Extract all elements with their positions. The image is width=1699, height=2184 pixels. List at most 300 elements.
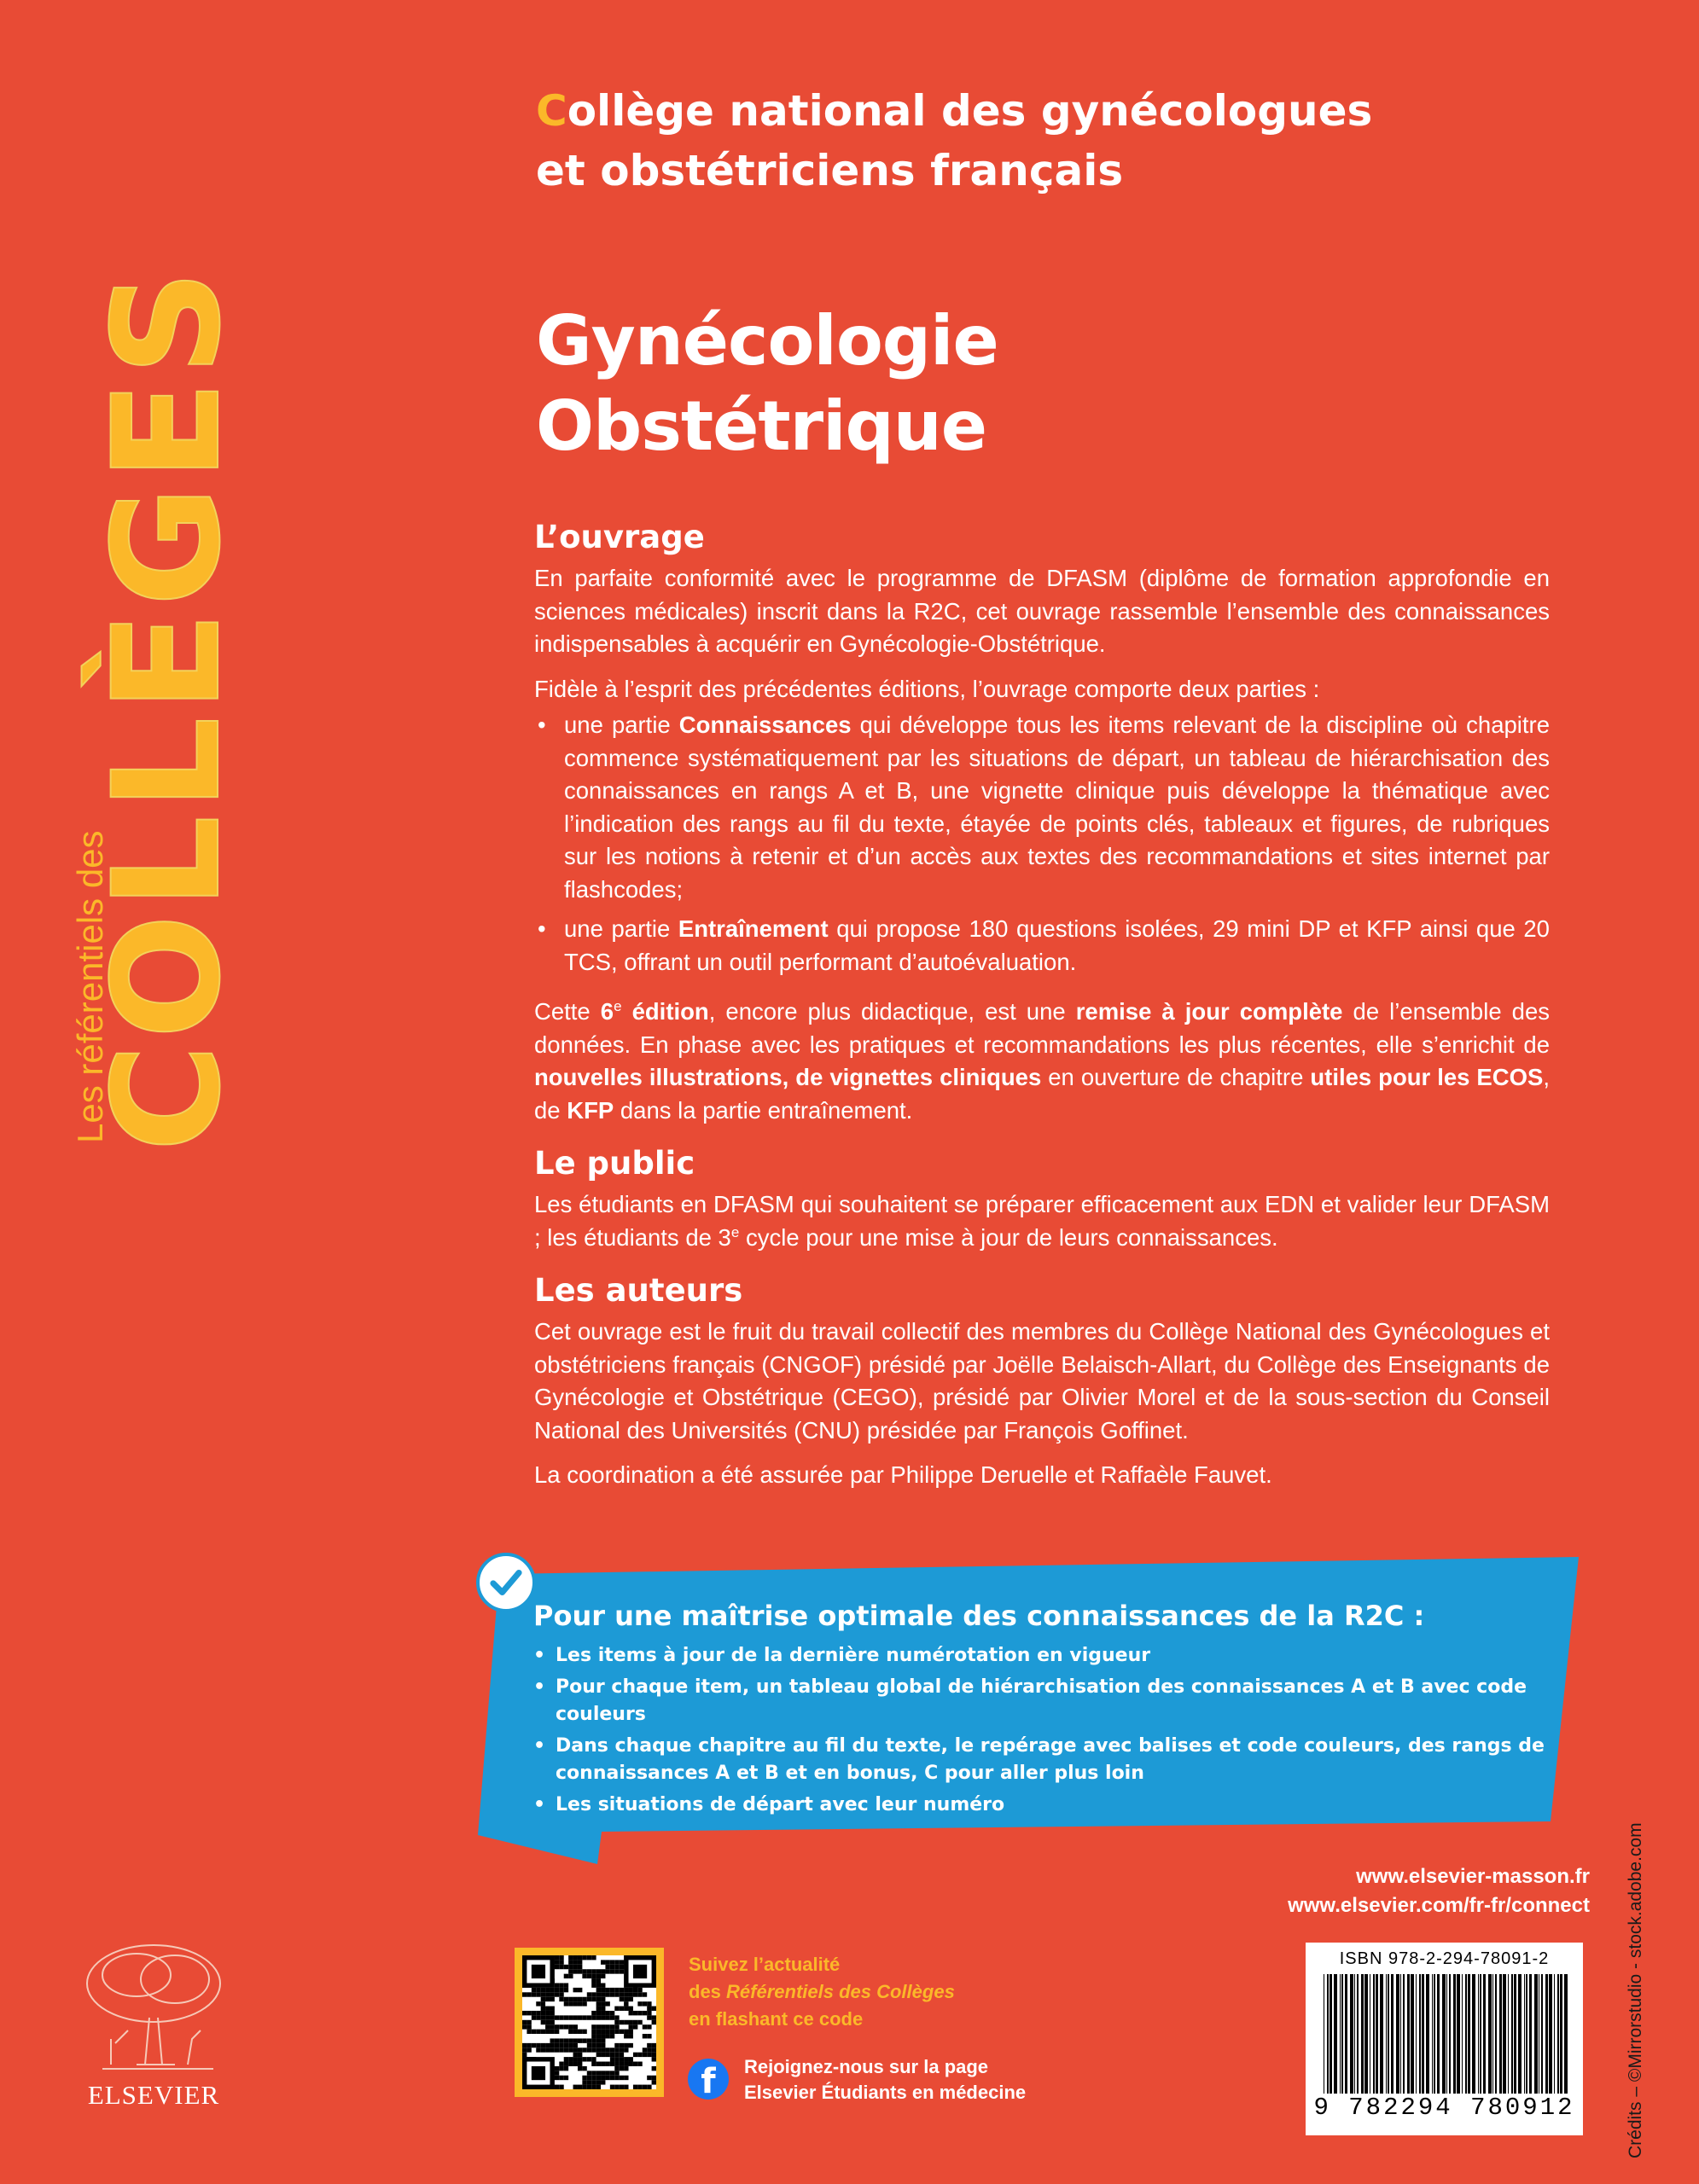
qr-module — [610, 2057, 614, 2061]
follow-line2 — [689, 1978, 955, 2006]
qr-module — [545, 2024, 550, 2029]
qr-module — [647, 2001, 651, 2006]
qr-module — [591, 2048, 596, 2052]
list-item: • Dans chaque chapitre au fil du texte, le repérage avec balises et code couleurs, des rangs de connaissances A et B et en bonus, C pour aller plus loin — [533, 1733, 1557, 1787]
qr-module — [596, 1988, 601, 1992]
qr-finder — [532, 2066, 545, 2080]
barcode-bar — [1468, 1974, 1470, 2094]
qr-module — [633, 2020, 637, 2024]
qr-module — [587, 2015, 591, 2019]
barcode-bar — [1407, 1974, 1410, 2094]
r2c-banner — [474, 1557, 1583, 1826]
qr-module — [573, 2062, 578, 2066]
qr-module — [591, 1997, 596, 2001]
qr-module — [605, 1988, 609, 1992]
barcode-bar — [1437, 1974, 1440, 2094]
qr-module — [614, 2048, 619, 2052]
qr-module — [573, 1955, 578, 1960]
qr-module — [522, 2020, 527, 2024]
qr-module — [596, 1978, 601, 1983]
qr-module — [555, 1983, 559, 1987]
qr-module — [620, 1992, 624, 1996]
qr-module — [578, 2038, 582, 2042]
qr-module — [596, 2062, 601, 2066]
qr-module — [568, 2043, 573, 2048]
qr-module — [536, 2011, 540, 2015]
text: , encore plus didactique, est une — [708, 998, 1076, 1025]
qr-module — [532, 1992, 536, 1996]
qr-module — [559, 1955, 563, 1960]
qr-module — [559, 2038, 563, 2042]
qr-module — [601, 2048, 605, 2052]
barcode-bar — [1386, 1974, 1387, 2094]
qr-module — [614, 2071, 619, 2075]
qr-module — [605, 1960, 609, 1964]
qr-module — [582, 2001, 586, 2006]
qr-module — [550, 2048, 554, 2052]
qr-module — [550, 1992, 554, 1996]
title-line1: Gynécologie — [536, 301, 998, 380]
qr-module — [637, 2020, 642, 2024]
header-initial: C — [536, 86, 567, 136]
qr-module — [614, 2053, 619, 2057]
barcode-bar — [1434, 1974, 1435, 2094]
qr-module — [559, 2062, 563, 2066]
qr-module — [596, 2030, 601, 2034]
barcode-bar — [1422, 1974, 1424, 2094]
qr-module — [541, 2015, 545, 2019]
qr-module — [596, 2015, 601, 2019]
qr-module — [637, 2062, 642, 2066]
barcode-bar — [1492, 1974, 1493, 2094]
qr-module — [564, 1983, 568, 1987]
qr-module — [647, 2007, 651, 2011]
barcode-bar — [1462, 1974, 1463, 2094]
qr-module — [541, 1997, 545, 2001]
qr-module — [601, 2007, 605, 2011]
qr-module — [601, 1997, 605, 2001]
isbn-digits: 9 782294 780912 — [1313, 2094, 1575, 2122]
barcode-bar — [1557, 1974, 1559, 2094]
qr-module — [568, 2038, 573, 2042]
qr-module — [610, 2053, 614, 2057]
qr-module — [559, 1997, 563, 2001]
barcode-bar — [1449, 1974, 1451, 2094]
barcode-bar — [1330, 1974, 1332, 2094]
qr-module — [620, 2007, 624, 2011]
qr-module — [637, 2001, 642, 2006]
qr-module — [582, 1969, 586, 1973]
facebook-line2: Elsevier Étudiants en médecine — [744, 2082, 1027, 2103]
barcode-bar — [1361, 1974, 1364, 2094]
qr-module — [587, 1969, 591, 1973]
qr-module — [591, 1955, 596, 1960]
qr-module — [620, 2043, 624, 2048]
text-bold: remise à jour complète — [1075, 998, 1343, 1025]
qr-module — [605, 1965, 609, 1969]
url-elsevier-connect[interactable]: www.elsevier.com/fr-fr/connect — [1288, 1894, 1590, 1917]
qr-module — [596, 1974, 601, 1978]
qr-module — [596, 2038, 601, 2042]
qr-module — [596, 2024, 601, 2029]
qr-module — [541, 1992, 545, 1996]
item-bold: Entraînement — [678, 915, 829, 942]
qr-module — [637, 2011, 642, 2015]
qr-module — [564, 2038, 568, 2042]
qr-module — [573, 1965, 578, 1969]
barcode-graphic — [1318, 1974, 1570, 2094]
qr-module — [610, 2030, 614, 2034]
qr-module — [587, 2043, 591, 2048]
qr-module — [582, 2076, 586, 2080]
qr-module — [620, 2066, 624, 2071]
qr-finder — [633, 1965, 647, 1978]
qr-module — [573, 1997, 578, 2001]
qr-module — [596, 2011, 601, 2015]
header-line1: ollège national des gynécologues — [567, 86, 1373, 136]
barcode-bar — [1403, 1974, 1405, 2094]
qr-module — [605, 2062, 609, 2066]
qr-module — [532, 2011, 536, 2015]
banner-title: Pour une maîtrise optimale des connaissances de la R2C : — [533, 1600, 1425, 1632]
superscript: e — [730, 1223, 740, 1240]
qr-module — [591, 2038, 596, 2042]
qr-module — [620, 1969, 624, 1973]
barcode-bar — [1327, 1974, 1329, 2094]
qr-module — [596, 1969, 601, 1973]
barcode-bar — [1483, 1974, 1486, 2094]
qr-module — [564, 2024, 568, 2029]
qr-module — [624, 2007, 628, 2011]
qr-module — [555, 2048, 559, 2052]
list-item — [534, 709, 1550, 906]
qr-module — [614, 2076, 619, 2080]
qr-module — [591, 2085, 596, 2089]
barcode-bar — [1511, 1974, 1513, 2094]
qr-module — [610, 1969, 614, 1973]
qr-module — [578, 1955, 582, 1960]
qr-module — [591, 2034, 596, 2038]
text: en ouverture de chapitre — [1041, 1064, 1311, 1090]
qr-module — [637, 1988, 642, 1992]
public-heading: Le public — [534, 1145, 695, 1182]
ouvrage-parts-list — [534, 709, 1550, 979]
qr-module — [555, 2043, 559, 2048]
text: cycle pour une mise à jour de leurs connaissances. — [739, 1223, 1278, 1251]
qr-module — [559, 2066, 563, 2071]
qr-module — [605, 2030, 609, 2034]
barcode-bar — [1554, 1974, 1555, 2094]
qr-module — [568, 1997, 573, 2001]
facebook-icon[interactable]: f — [688, 2059, 729, 2100]
qr-module — [624, 2020, 628, 2024]
qr-module — [601, 1983, 605, 1987]
text-bold: édition — [621, 998, 709, 1025]
qr-module — [522, 2011, 527, 2015]
qr-module — [614, 2024, 619, 2029]
qr-module — [601, 2053, 605, 2057]
qr-module — [564, 1988, 568, 1992]
qr-module — [582, 2048, 586, 2052]
qr-module — [541, 2020, 545, 2024]
barcode-bar — [1373, 1974, 1375, 2094]
text: des — [689, 1981, 727, 2002]
item-text: qui développe tous les items relevant de la discipline où chapitre commence systématiquement par les situations de départ, un tableau de hiérarchisation des connaissances en rangs A et B, une vignette clinique puis développe la thématique avec l’indication des rangs au fil du texte, étayée de points clés, tableaux et figures, de rubriques sur les notions à retenir et d’un accès aux textes des recommandations et sites internet par flashcodes; — [564, 712, 1550, 903]
barcode-bar — [1495, 1974, 1497, 2094]
barcode-bar — [1388, 1974, 1389, 2094]
qr-module — [605, 2076, 609, 2080]
qr-module — [582, 2038, 586, 2042]
qr-module — [633, 2085, 637, 2089]
qr-module — [545, 1988, 550, 1992]
spine-logo-graphic — [68, 85, 230, 1177]
qr-module — [550, 2024, 554, 2029]
follow-line3: en flashant ce code — [689, 2008, 864, 2030]
qr-module — [564, 1965, 568, 1969]
qr-module — [620, 1997, 624, 2001]
qr-module — [582, 2015, 586, 2019]
qr-module — [536, 2048, 540, 2052]
qr-module — [596, 2080, 601, 2084]
qr-module — [601, 2001, 605, 2006]
qr-module — [559, 1965, 563, 1969]
qr-module — [605, 2048, 609, 2052]
qr-module — [541, 2030, 545, 2034]
qr-module — [568, 2048, 573, 2052]
qr-module — [605, 2034, 609, 2038]
qr-module — [568, 1955, 573, 1960]
qr-module — [605, 2001, 609, 2006]
qr-module — [643, 2024, 647, 2029]
barcode-bar — [1432, 1974, 1433, 2094]
qr-module — [555, 2038, 559, 2042]
qr-module — [610, 2034, 614, 2038]
qr-module — [559, 2085, 563, 2089]
barcode-bar — [1560, 1974, 1562, 2094]
qr-module — [550, 2038, 554, 2042]
barcode-bar — [1549, 1974, 1552, 2094]
photo-credits: Crédits – ©Mirrorstudio - stock.adobe.com — [1626, 1822, 1645, 2158]
follow-text — [689, 1951, 955, 2033]
ouvrage-paragraph-1: En parfaite conformité avec le programme de DFASM (diplôme de formation approfondie en sciences médicales) inscrit dans la R2C, cet ouvrage rassemble l’ensemble des connaissances indispensables à acquérir en Gynécologie-Obstétrique. — [534, 565, 1550, 657]
qr-module — [620, 2057, 624, 2061]
qr-module — [601, 1969, 605, 1973]
barcode-bar — [1416, 1974, 1417, 2094]
qr-module — [624, 1992, 628, 1996]
qr-module — [629, 2011, 633, 2015]
qr-module — [601, 2062, 605, 2066]
qr-module — [564, 1974, 568, 1978]
qr-module — [582, 2066, 586, 2071]
qr-module — [573, 1960, 578, 1964]
barcode-bar — [1499, 1974, 1502, 2094]
qr-module — [559, 2015, 563, 2019]
ouvrage-heading: L’ouvrage — [534, 519, 705, 555]
qr-module — [596, 2034, 601, 2038]
qr-module — [550, 2043, 554, 2048]
text-bold: utiles pour les ECOS — [1310, 1064, 1544, 1090]
qr-module — [587, 2080, 591, 2084]
qr-module — [596, 2001, 601, 2006]
ouvrage-paragraph-2: Fidèle à l’esprit des précédentes éditions, l’ouvrage comporte deux parties : — [534, 675, 1320, 702]
barcode-bar — [1396, 1974, 1399, 2094]
qr-module — [601, 1974, 605, 1978]
qr-module — [647, 2024, 651, 2029]
qr-module — [555, 2085, 559, 2089]
qr-module — [652, 2066, 656, 2071]
qr-module — [596, 2085, 601, 2089]
qr-module — [605, 1992, 609, 1996]
qr-module — [564, 2076, 568, 2080]
public-paragraph — [534, 1188, 1550, 1254]
qr-module — [652, 2015, 656, 2019]
qr-module — [591, 1969, 596, 1973]
qr-module — [541, 2011, 545, 2015]
qr-module — [578, 2015, 582, 2019]
qr-module — [568, 2030, 573, 2034]
barcode-bar — [1564, 1974, 1568, 2094]
qr-module — [541, 2001, 545, 2006]
qr-module — [527, 2030, 531, 2034]
qr-module — [587, 2071, 591, 2075]
qr-module — [573, 2085, 578, 2089]
banner-list — [533, 1642, 1557, 1819]
isbn-label: ISBN 978-2-294-78091-2 — [1339, 1949, 1550, 1968]
qr-module — [591, 2030, 596, 2034]
barcode-bar — [1457, 1974, 1460, 2094]
qr-module — [522, 2048, 527, 2052]
tree-icon — [77, 1937, 230, 2077]
qr-module — [610, 2071, 614, 2075]
qr-module — [624, 2085, 628, 2089]
qr-module — [624, 2057, 628, 2061]
qr-module — [559, 1960, 563, 1964]
qr-module — [564, 2062, 568, 2066]
qr-module — [629, 1997, 633, 2001]
qr-module — [550, 1988, 554, 1992]
qr-module — [647, 2034, 651, 2038]
barcode-bar — [1541, 1974, 1543, 2094]
barcode-bar — [1453, 1974, 1456, 2094]
qr-module — [614, 2085, 619, 2089]
qr-module — [614, 1988, 619, 1992]
qr-module — [568, 2024, 573, 2029]
qr-module — [624, 1988, 628, 1992]
qr-module — [605, 2024, 609, 2029]
barcode-bar — [1345, 1974, 1347, 2094]
qr-module — [633, 2024, 637, 2029]
text: dans la partie entraînement. — [614, 1096, 913, 1124]
title-line2: Obstétrique — [536, 386, 986, 466]
qr-module — [620, 2020, 624, 2024]
barcode-bar — [1376, 1974, 1378, 2094]
qr-module — [522, 2043, 527, 2048]
qr-module — [633, 2011, 637, 2015]
list-item: • Pour chaque item, un tableau global de hiérarchisation des connaissances A et B avec code couleurs — [533, 1674, 1557, 1728]
qr-module — [527, 2024, 531, 2029]
barcode-bar — [1364, 1974, 1368, 2094]
qr-module — [596, 2007, 601, 2011]
qr-module — [652, 2080, 656, 2084]
qr-finder — [532, 1965, 545, 1978]
qr-module — [633, 1988, 637, 1992]
qr-module — [555, 1992, 559, 1996]
qr-module — [545, 1992, 550, 1996]
qr-module — [582, 2057, 586, 2061]
spine-series-text: Les référentiels des — [70, 830, 110, 1143]
text-bold: 6 — [600, 998, 614, 1025]
barcode-bar — [1391, 1974, 1394, 2094]
barcode-bar — [1340, 1974, 1341, 2094]
qr-module — [647, 2053, 651, 2057]
qr-module — [587, 2057, 591, 2061]
qr-module — [578, 2066, 582, 2071]
qr-module — [652, 2057, 656, 2061]
qr-module — [610, 2076, 614, 2080]
url-elsevier-masson[interactable]: www.elsevier-masson.fr — [1356, 1865, 1590, 1888]
qr-module — [545, 2015, 550, 2019]
qr-module — [643, 2053, 647, 2057]
qr-code[interactable] — [515, 1948, 664, 2097]
facebook-line1: Rejoignez-nous sur la page — [744, 2056, 989, 2077]
barcode-bar — [1526, 1974, 1527, 2094]
qr-module — [532, 1988, 536, 1992]
qr-module — [573, 2024, 578, 2029]
qr-module — [541, 2007, 545, 2011]
qr-module — [582, 2085, 586, 2089]
qr-module — [629, 2024, 633, 2029]
qr-module — [614, 2043, 619, 2048]
qr-module — [573, 2001, 578, 2006]
qr-module — [522, 2053, 527, 2057]
qr-module — [614, 2020, 619, 2024]
book-title — [536, 299, 998, 469]
qr-module — [555, 2076, 559, 2080]
qr-module — [633, 2062, 637, 2066]
qr-module — [605, 1969, 609, 1973]
barcode-bar — [1529, 1974, 1532, 2094]
barcode-bar — [1341, 1974, 1343, 2094]
qr-module — [587, 2085, 591, 2089]
item-text: une partie — [564, 915, 678, 942]
qr-module — [643, 1992, 647, 1996]
qr-module — [610, 2062, 614, 2066]
qr-module — [564, 2057, 568, 2061]
qr-module — [550, 2011, 554, 2015]
barcode-bar — [1508, 1974, 1509, 2094]
barcode-bar — [1419, 1974, 1421, 2094]
qr-module — [555, 1988, 559, 1992]
qr-module — [568, 2015, 573, 2019]
qr-module — [652, 2048, 656, 2052]
qr-module — [568, 1974, 573, 1978]
qr-module — [605, 2015, 609, 2019]
qr-module — [605, 2053, 609, 2057]
qr-module — [582, 1974, 586, 1978]
qr-module — [629, 2034, 633, 2038]
qr-module — [647, 2043, 651, 2048]
text: de l’ensemble des données. En phase avec les pratiques et recommandations les plus récentes, elle s’enrichit de — [534, 998, 1550, 1058]
qr-module — [536, 1992, 540, 1996]
qr-module — [596, 2076, 601, 2080]
qr-module — [568, 1965, 573, 1969]
qr-module — [550, 2007, 554, 2011]
qr-module — [601, 2015, 605, 2019]
item-text: une partie — [564, 712, 679, 738]
qr-module — [536, 1988, 540, 1992]
qr-module — [605, 2071, 609, 2075]
qr-module — [559, 2024, 563, 2029]
